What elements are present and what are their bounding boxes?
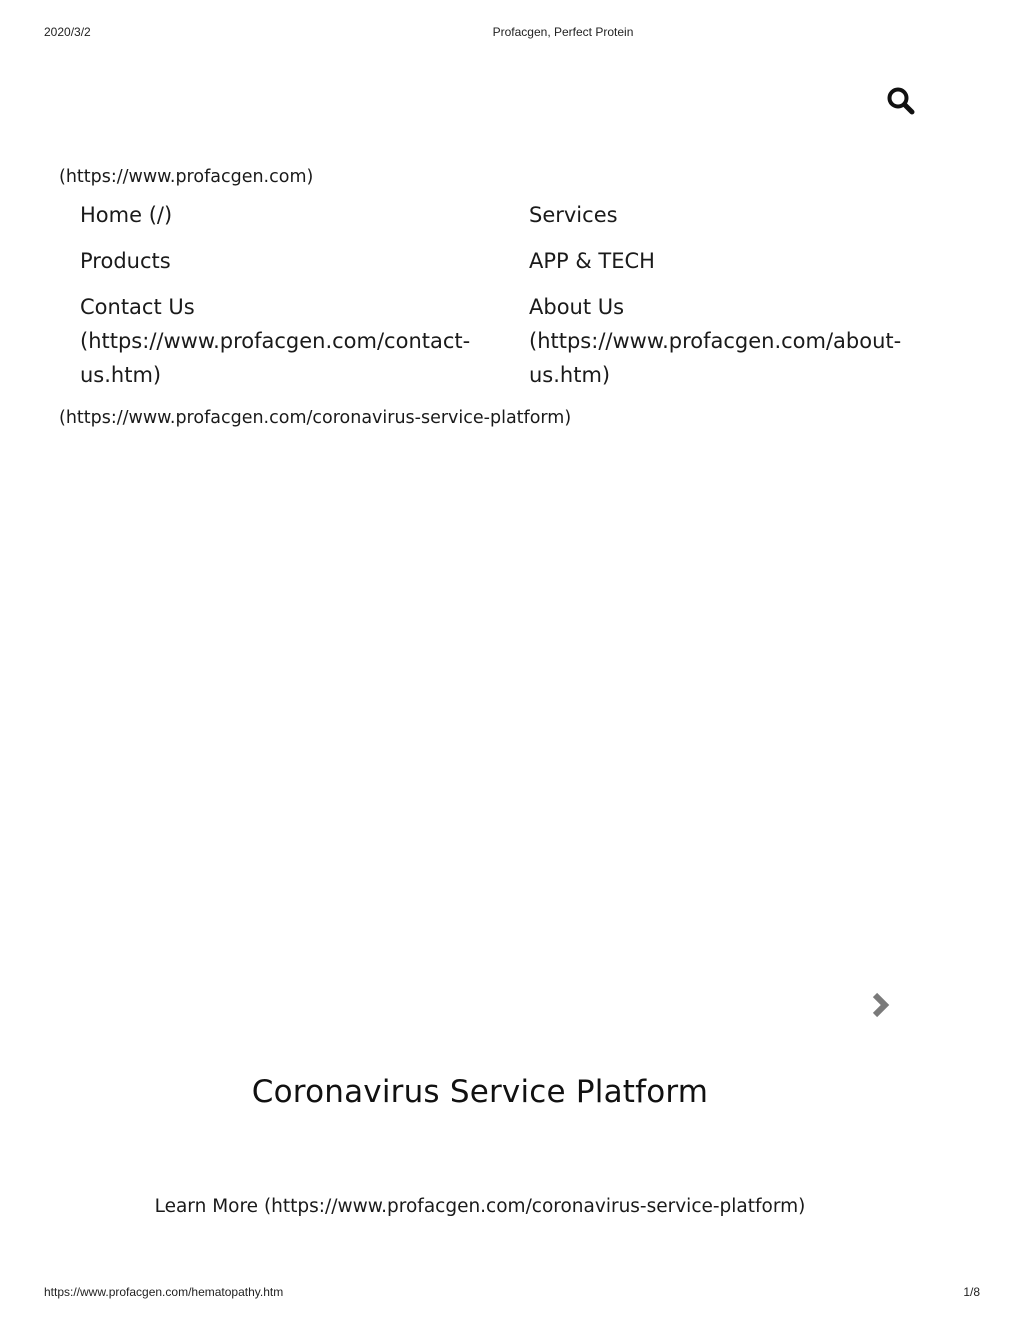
- nav-home[interactable]: Home (/): [80, 203, 173, 227]
- nav-products[interactable]: Products: [80, 249, 171, 273]
- nav-about-url-end: us.htm): [529, 363, 611, 387]
- nav-services[interactable]: Services: [529, 203, 618, 227]
- print-date: 2020/3/2: [44, 25, 91, 39]
- learn-more-link[interactable]: Learn More (https://www.profacgen.com/coronavirus-service-platform): [154, 1196, 806, 1217]
- chevron-right-icon[interactable]: [868, 991, 892, 1019]
- nav-contact-url: (https://www.profacgen.com/contact-: [80, 329, 471, 353]
- banner-link[interactable]: (https://www.profacgen.com/coronavirus-service-platform): [59, 408, 572, 428]
- print-page-number: 1/8: [963, 1285, 980, 1299]
- nav-about-url: (https://www.profacgen.com/about-: [529, 329, 902, 353]
- print-url: https://www.profacgen.com/hematopathy.htm: [44, 1285, 284, 1299]
- search-icon[interactable]: [886, 86, 916, 116]
- nav-about-us[interactable]: [529, 290, 949, 392]
- nav-contact-us[interactable]: [80, 290, 510, 392]
- platform-title: Coronavirus Service Platform: [251, 1074, 709, 1110]
- nav-about-label: About Us: [529, 295, 625, 319]
- nav-app-tech[interactable]: APP & TECH: [529, 249, 655, 273]
- nav-contact-url-end: us.htm): [80, 363, 162, 387]
- logo-link[interactable]: (https://www.profacgen.com): [59, 167, 314, 187]
- nav-contact-label: Contact Us: [80, 295, 195, 319]
- print-page-title: Profacgen, Perfect Protein: [492, 25, 634, 39]
